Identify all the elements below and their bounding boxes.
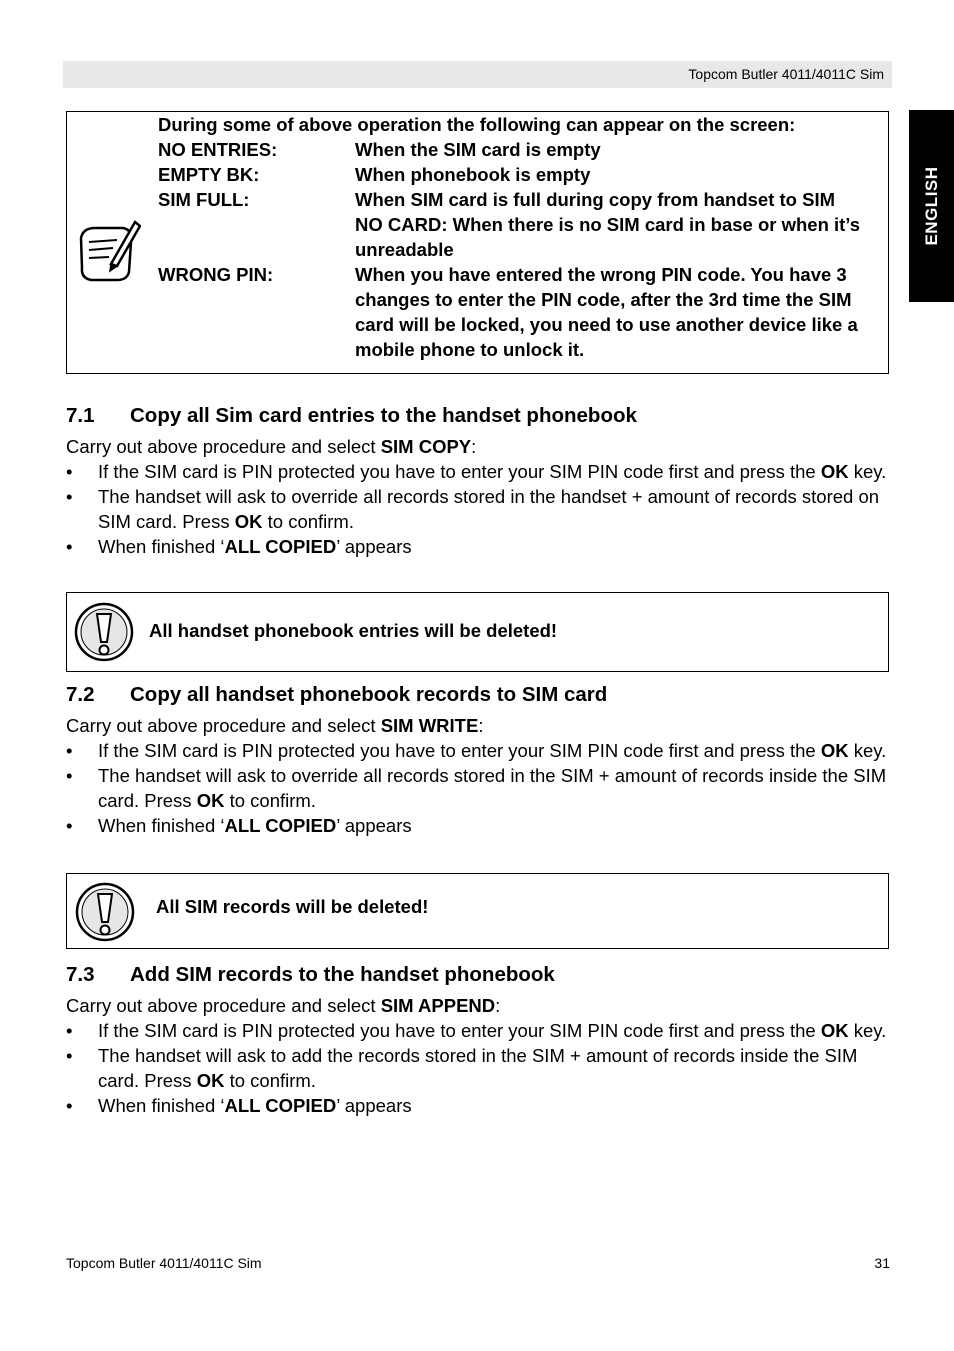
page-header <box>63 61 892 88</box>
list-item <box>66 813 890 838</box>
intro-option: SIM COPY <box>380 436 472 457</box>
bullet-key: OK <box>196 1070 225 1091</box>
bullet-text: to confirm. <box>262 511 354 532</box>
page-number: 31 <box>874 1255 890 1271</box>
bullet-text: When finished ‘ <box>98 536 225 557</box>
warning-text: All SIM records will be deleted! <box>156 896 429 917</box>
section-title: Add SIM records to the handset phonebook <box>130 963 555 986</box>
list-item <box>66 534 890 559</box>
warning-box <box>66 873 889 949</box>
footer-title: Topcom Butler 4011/4011C Sim <box>66 1255 262 1271</box>
note-value: NO CARD: When there is no SIM card in base or when it’s unreadable <box>355 214 861 260</box>
note-box <box>66 111 889 374</box>
section-number: 7.3 <box>66 963 95 986</box>
note-row <box>158 162 878 187</box>
note-row <box>158 262 878 362</box>
list-item <box>66 1018 890 1043</box>
bullet-list <box>66 459 890 559</box>
section-intro <box>66 993 890 1018</box>
bullet-key: ALL COPIED <box>224 815 337 836</box>
note-value: When phonebook is empty <box>355 164 591 185</box>
warning-box <box>66 592 889 672</box>
section-intro <box>66 434 890 459</box>
note-key: NO ENTRIES: <box>158 139 278 160</box>
bullet-list <box>66 738 890 838</box>
section-7-1 <box>66 403 890 559</box>
intro-text: Carry out above procedure and select <box>66 995 381 1016</box>
section-7-3 <box>66 962 890 1118</box>
exclamation-icon <box>74 602 134 662</box>
intro-suffix: : <box>495 995 501 1016</box>
section-7-2 <box>66 682 890 838</box>
exclamation-icon <box>75 882 135 942</box>
bullet-key: ALL COPIED <box>224 536 337 557</box>
note-value: When SIM card is full during copy from handset to SIM <box>355 189 835 210</box>
section-number: 7.2 <box>66 683 95 706</box>
bullet-key: ALL COPIED <box>224 1095 337 1116</box>
bullet-text: When finished ‘ <box>98 815 225 836</box>
bullet-text: The handset will ask to override all records stored in the SIM + amount of records inside the SIM card. Press <box>98 765 887 811</box>
note-value: When the SIM card is empty <box>355 139 601 160</box>
intro-text: Carry out above procedure and select <box>66 715 381 736</box>
note-key: WRONG PIN: <box>158 264 274 285</box>
intro-suffix: : <box>471 436 477 457</box>
bullet-text: If the SIM card is PIN protected you have to enter your SIM PIN code first and press the <box>98 1020 821 1041</box>
section-title: Copy all Sim card entries to the handset phonebook <box>130 404 637 427</box>
note-key: SIM FULL: <box>158 189 250 210</box>
language-tab-label: ENGLISH <box>921 166 941 246</box>
bullet-text: to confirm. <box>224 790 316 811</box>
bullet-text: ’ appears <box>336 1095 412 1116</box>
section-title: Copy all handset phonebook records to SIM card <box>130 683 608 706</box>
intro-text: Carry out above procedure and select <box>66 436 381 457</box>
bullet-text: ’ appears <box>336 536 412 557</box>
note-value: When you have entered the wrong PIN code. You have 3 changes to enter the PIN code, after the 3rd time the SIM card will be locked, you need to use another device like a mobile phone to unlock it. <box>355 264 858 360</box>
note-pencil-icon <box>77 216 141 282</box>
bullet-text: If the SIM card is PIN protected you have to enter your SIM PIN code first and press the <box>98 740 821 761</box>
bullet-text: key. <box>848 461 887 482</box>
section-intro <box>66 713 890 738</box>
bullet-key: OK <box>820 740 849 761</box>
note-row <box>158 187 878 212</box>
note-key: EMPTY BK: <box>158 164 260 185</box>
bullet-text: The handset will ask to override all records stored in the handset + amount of records stored on SIM card. Press <box>98 486 880 532</box>
note-intro: During some of above operation the following can appear on the screen: <box>158 114 796 135</box>
bullet-key: OK <box>234 511 263 532</box>
language-tab <box>909 110 954 302</box>
list-item <box>66 738 890 763</box>
intro-option: SIM APPEND <box>380 995 496 1016</box>
bullet-key: OK <box>820 1020 849 1041</box>
note-content <box>158 112 878 362</box>
header-title: Topcom Butler 4011/4011C Sim <box>688 66 884 82</box>
list-item <box>66 459 890 484</box>
intro-suffix: : <box>478 715 484 736</box>
note-row <box>158 212 878 262</box>
bullet-text: When finished ‘ <box>98 1095 225 1116</box>
section-heading <box>66 682 890 708</box>
intro-option: SIM WRITE <box>380 715 479 736</box>
bullet-text: to confirm. <box>224 1070 316 1091</box>
bullet-text: The handset will ask to add the records stored in the SIM + amount of records inside the SIM card. Press <box>98 1045 858 1091</box>
bullet-text: ’ appears <box>336 815 412 836</box>
bullet-text: key. <box>848 740 887 761</box>
section-heading <box>66 962 890 988</box>
list-item <box>66 763 890 813</box>
bullet-text: key. <box>848 1020 887 1041</box>
bullet-list <box>66 1018 890 1118</box>
list-item <box>66 1043 890 1093</box>
list-item <box>66 484 890 534</box>
section-heading <box>66 403 890 429</box>
note-row <box>158 137 878 162</box>
bullet-text: If the SIM card is PIN protected you have to enter your SIM PIN code first and press the <box>98 461 821 482</box>
bullet-key: OK <box>820 461 849 482</box>
bullet-key: OK <box>196 790 225 811</box>
warning-text: All handset phonebook entries will be deleted! <box>149 620 558 641</box>
section-number: 7.1 <box>66 404 95 427</box>
list-item <box>66 1093 890 1118</box>
